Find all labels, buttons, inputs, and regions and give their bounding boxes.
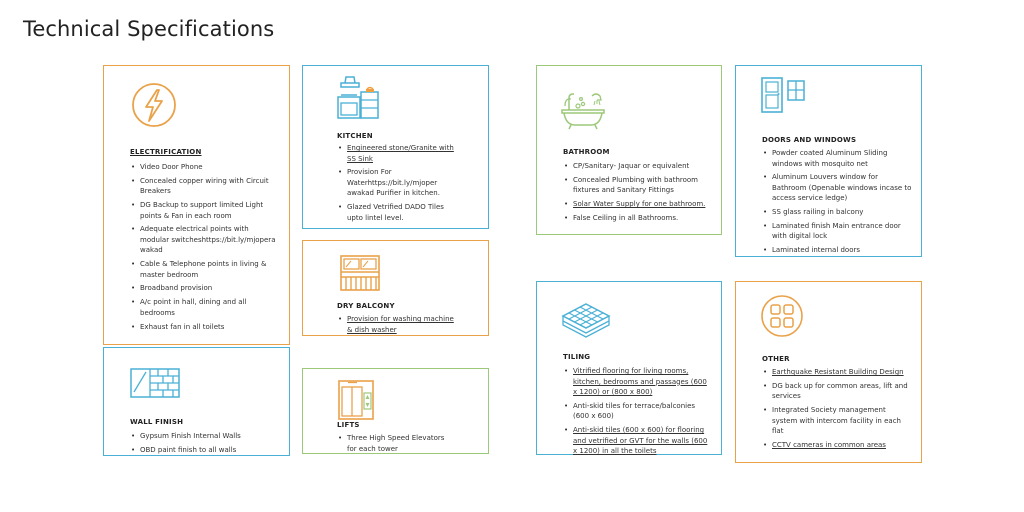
list-item: • CP/Sanitary- Jaquar or equivalent: [563, 161, 713, 172]
list-item: • Integrated Society management system with intercom facility in each flat: [762, 405, 912, 437]
list-item: • A/c point in hall, dining and all bedrooms: [130, 297, 280, 318]
list-item: • Earthquake Resistant Building Design: [762, 367, 912, 378]
card-title: OTHER: [762, 355, 790, 363]
balcony-window-icon: [338, 253, 382, 295]
list-item: • Powder coated Aluminum Sliding windows with mosquito net: [762, 148, 914, 169]
list-item: • OBD paint finish to all walls: [130, 445, 280, 456]
spec-list: [762, 367, 912, 454]
list-item: • Concealed copper wiring with Circuit Breakers: [130, 176, 280, 197]
list-item: • Laminated finish Main entrance door with digital lock: [762, 221, 914, 242]
list-item: • Anti-skid tiles (600 x 600) for flooring and vetrified or GVT for the walls (600 x 1200) in all the toilets: [563, 425, 713, 457]
list-item: • Video Door Phone: [130, 162, 280, 173]
grid-tiles-icon: [760, 294, 804, 338]
list-item: • DG Backup to support limited Light points & Fan in each room: [130, 200, 280, 221]
card-title: WALL FINISH: [130, 418, 184, 426]
spec-list: [762, 148, 914, 259]
list-item: • Gypsum Finish Internal Walls: [130, 431, 280, 442]
card-wall-finish: [103, 347, 290, 456]
spec-list: [563, 366, 713, 460]
spec-list: [130, 162, 280, 335]
card-title: TILING: [563, 353, 591, 361]
list-item: • Exhaust fan in all toilets: [130, 322, 280, 333]
list-item: • Adequate electrical points with modular switcheshttps://bit.ly/mjopera wakad: [130, 224, 280, 256]
list-item: • Provision for washing machine & dish washer: [337, 314, 455, 335]
spec-list: [563, 161, 713, 227]
door-window-icon: [760, 76, 808, 114]
card-title: DOORS AND WINDOWS: [762, 136, 857, 144]
lightning-bolt-icon: [130, 81, 178, 129]
card-electrification: [103, 65, 290, 345]
spec-list: [337, 433, 455, 457]
card-doors-windows: [735, 65, 922, 257]
card-dry-balcony: [302, 240, 489, 336]
card-other: [735, 281, 922, 463]
brick-wall-icon: [130, 368, 180, 398]
card-title: BATHROOM: [563, 148, 610, 156]
spec-list: [337, 314, 455, 338]
bathtub-icon: [559, 90, 607, 130]
elevator-icon: [337, 379, 377, 421]
card-tiling: [536, 281, 722, 455]
card-title: DRY BALCONY: [337, 302, 395, 310]
list-item: • Three High Speed Elevators for each tower: [337, 433, 455, 454]
list-item: • Vitrified flooring for living rooms, kitchen, bedrooms and passages (600 x 1200) or (800 x 800): [563, 366, 713, 398]
list-item: • DG back up for common areas, lift and services: [762, 381, 912, 402]
list-item: • False Ceiling in all Bathrooms.: [563, 213, 713, 224]
card-title: KITCHEN: [337, 132, 373, 140]
list-item: • Cable & Telephone points in living & master bedroom: [130, 259, 280, 280]
card-title: LIFTS: [337, 421, 360, 429]
list-item: • Provision For Waterhttps://bit.ly/mjoper awakad Purifier in kitchen.: [337, 167, 455, 199]
kitchen-stove-icon: [335, 75, 381, 121]
list-item: • Anti-skid tiles for terrace/balconies (600 x 600): [563, 401, 713, 422]
list-item: • Solar Water Supply for one bathroom.: [563, 199, 713, 210]
list-item: • Laminated internal doors: [762, 245, 914, 256]
card-bathroom: [536, 65, 722, 235]
card-kitchen: [302, 65, 489, 229]
spec-list: [130, 431, 280, 459]
list-item: • SS glass railing in balcony: [762, 207, 914, 218]
list-item: • Aluminum Louvers window for Bathroom (Openable windows incase to access service ledge): [762, 172, 914, 204]
spec-list: [337, 143, 455, 226]
card-title: ELECTRIFICATION: [130, 148, 202, 156]
card-lifts: [302, 368, 489, 454]
list-item: • Glazed Vetrified DADO Tiles upto lintel level.: [337, 202, 455, 223]
floor-tiles-icon: [561, 302, 611, 338]
list-item: • CCTV cameras in common areas: [762, 440, 912, 451]
list-item: • Engineered stone/Granite with SS Sink: [337, 143, 455, 164]
page-title: Technical Specifications: [23, 17, 275, 41]
list-item: • Concealed Plumbing with bathroom fixtures and Sanitary Fittings: [563, 175, 713, 196]
list-item: • Broadband provision: [130, 283, 280, 294]
